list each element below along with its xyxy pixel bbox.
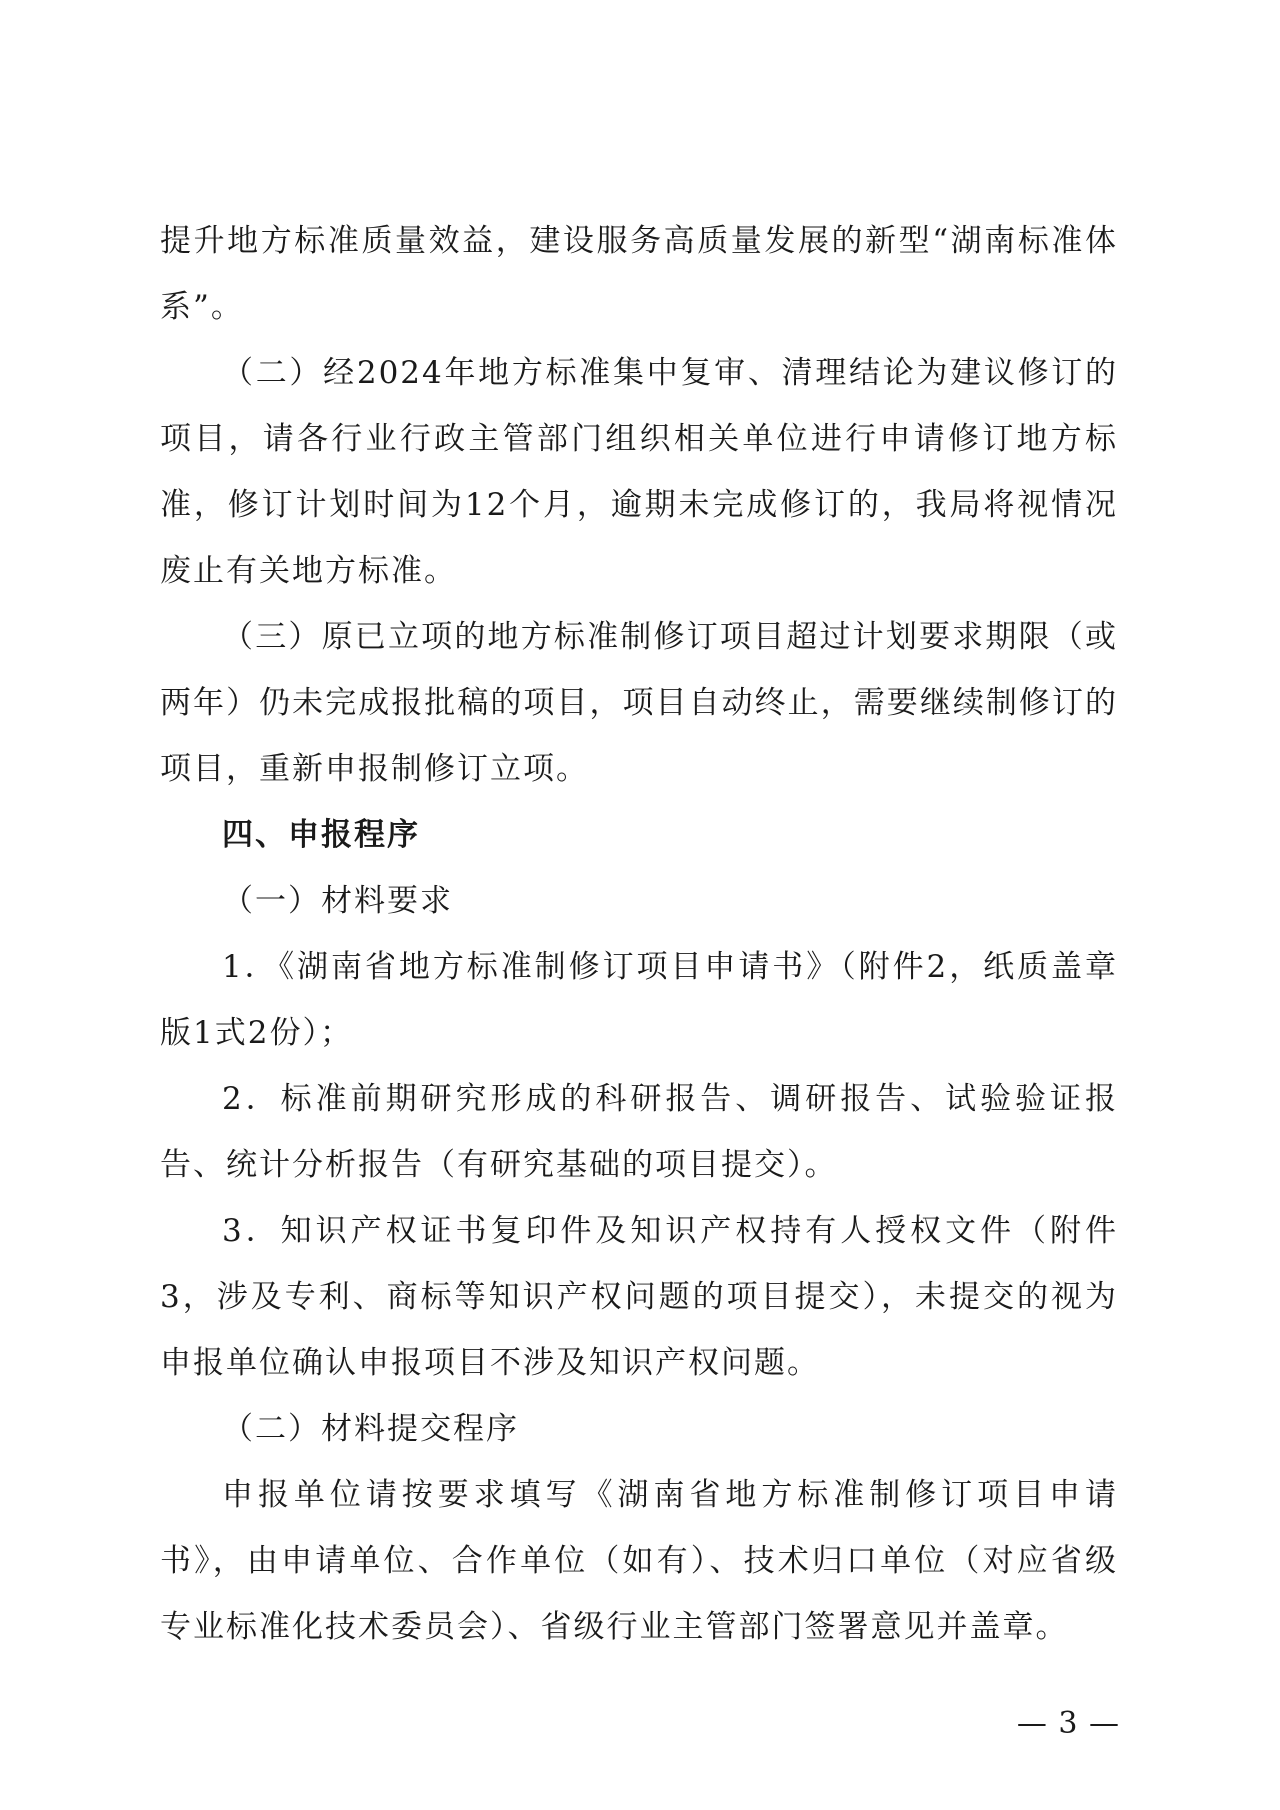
subsection-heading-materials: （一）材料要求 xyxy=(222,883,453,919)
procedure-paragraph: 申报单位请按要求填写《湖南省地方标准制修订项目申请书》，由申请单位、合作单位（如有）、技术归口单位（对应省级专业标准化技术委员会）、省级行业主管部门签署意见并盖章。 xyxy=(160,1477,1118,1645)
material-item-1: 1．《湖南省地方标准制修订项目申请书》（附件2，纸质盖章版1式2份）； xyxy=(160,949,1118,1051)
material-item-2: 2．标准前期研究形成的科研报告、调研报告、试验验证报告、统计分析报告（有研究基础的项目提交）。 xyxy=(160,1081,1118,1183)
paragraph-continuation: 提升地方标准质量效益，建设服务高质量发展的新型“湖南标准体系”。 xyxy=(160,223,1118,325)
page-number: — 3 — xyxy=(1016,1706,1120,1741)
material-item-3: 3．知识产权证书复印件及知识产权持有人授权文件（附件3，涉及专利、商标等知识产权问题的项目提交），未提交的视为申报单位确认申报项目不涉及知识产权问题。 xyxy=(160,1213,1118,1381)
subsection-heading-procedure: （二）材料提交程序 xyxy=(222,1411,519,1447)
paragraph-item-2: （二）经2024年地方标准集中复审、清理结论为建议修订的项目，请各行业行政主管部门组织相关单位进行申请修订地方标准，修订计划时间为12个月，逾期未完成修订的，我局将视情况废止有关地方标准。 xyxy=(160,355,1118,589)
section-heading: 四、申报程序 xyxy=(222,817,420,853)
document-body xyxy=(160,208,1118,1660)
paragraph-item-3: （三）原已立项的地方标准制修订项目超过计划要求期限（或两年）仍未完成报批稿的项目，项目自动终止，需要继续制修订的项目，重新申报制修订立项。 xyxy=(160,619,1118,787)
